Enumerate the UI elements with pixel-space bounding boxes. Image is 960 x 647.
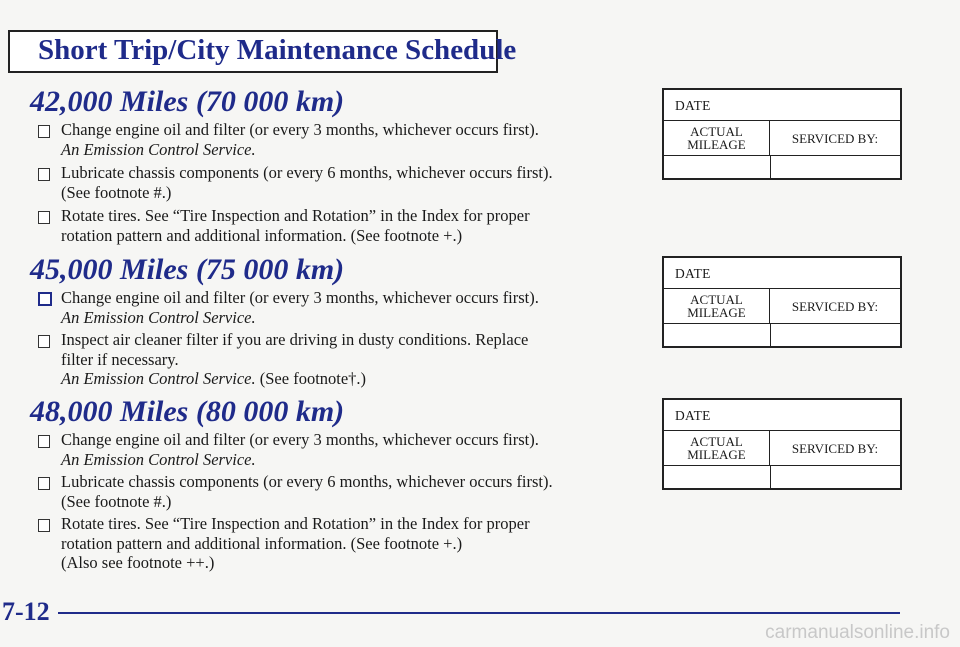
item-note: An Emission Control Service.: [61, 139, 256, 159]
section-heading-42000: 42,000 Miles (70 000 km): [30, 85, 345, 118]
mileage-header: [664, 121, 770, 155]
item-footnote: (See footnote #.): [61, 182, 172, 202]
checkbox-icon[interactable]: [38, 477, 50, 490]
checkbox-icon[interactable]: [38, 125, 50, 138]
checkbox-icon[interactable]: [38, 519, 50, 532]
item-note: An Emission Control Service.: [61, 369, 256, 388]
service-record-box: [662, 256, 902, 348]
mileage-label-line2: MILEAGE: [687, 137, 746, 152]
list-item: [38, 330, 638, 389]
list-item: [38, 472, 638, 511]
list-item: [38, 120, 638, 159]
mileage-label-line1: ACTUAL: [690, 292, 743, 307]
item-footnote: rotation pattern and additional information. (See footnote +.): [61, 225, 463, 245]
item-text: Change engine oil and filter (or every 3 months, whichever occurs first).: [61, 430, 539, 449]
item-footnote: rotation pattern and additional information. (See footnote +.): [61, 533, 463, 553]
list-item: [38, 288, 638, 327]
date-label: DATE: [675, 266, 711, 281]
mileage-label-line1: ACTUAL: [690, 124, 743, 139]
list-item: [38, 430, 638, 469]
mileage-entry-field[interactable]: [664, 156, 771, 178]
serviced-by-header: SERVICED BY:: [791, 441, 879, 456]
checkbox-icon[interactable]: [38, 292, 52, 306]
page-title: Short Trip/City Maintenance Schedule: [38, 34, 517, 66]
item-text: Lubricate chassis components (or every 6 months, whichever occurs first).: [61, 163, 553, 182]
section-heading-48000: 48,000 Miles (80 000 km): [30, 395, 345, 428]
item-note-tail: (See footnote†.): [255, 369, 367, 388]
watermark: carmanualsonline.info: [765, 622, 950, 643]
item-text: Inspect air cleaner filter if you are driving in dusty conditions. Replace: [61, 330, 529, 349]
date-label: DATE: [675, 98, 711, 113]
mileage-entry-field[interactable]: [664, 466, 771, 488]
date-field[interactable]: [664, 258, 900, 289]
mileage-label-line2: MILEAGE: [687, 447, 746, 462]
mileage-header: [664, 289, 770, 323]
serviced-by-header: SERVICED BY:: [791, 131, 879, 146]
mileage-label-line2: MILEAGE: [687, 305, 746, 320]
footer-rule: [58, 612, 900, 614]
item-note: An Emission Control Service.: [61, 307, 256, 327]
service-record-box: [662, 88, 902, 180]
date-field[interactable]: [664, 90, 900, 121]
item-footnote: (See footnote #.): [61, 491, 172, 511]
item-text: Rotate tires. See “Tire Inspection and Rotation” in the Index for proper: [61, 206, 530, 225]
mileage-entry-field[interactable]: [664, 324, 771, 346]
list-item: [38, 514, 638, 573]
item-footnote: (Also see footnote ++.): [61, 553, 215, 572]
list-item: [38, 163, 638, 202]
serviced-by-entry-field[interactable]: [771, 466, 900, 488]
mileage-header: [664, 431, 770, 465]
serviced-by-entry-field[interactable]: [771, 324, 900, 346]
serviced-by-entry-field[interactable]: [771, 156, 900, 178]
item-text: Change engine oil and filter (or every 3 months, whichever occurs first).: [61, 120, 539, 139]
item-note: An Emission Control Service.: [61, 449, 256, 469]
item-footnote: filter if necessary.: [61, 349, 179, 369]
checkbox-icon[interactable]: [38, 168, 50, 181]
page-number: 7-12: [2, 597, 50, 626]
checkbox-icon[interactable]: [38, 335, 50, 348]
service-record-box: [662, 398, 902, 490]
section-heading-45000: 45,000 Miles (75 000 km): [30, 253, 345, 286]
list-item: [38, 206, 638, 245]
item-text: Lubricate chassis components (or every 6 months, whichever occurs first).: [61, 472, 553, 491]
serviced-by-header: SERVICED BY:: [791, 299, 879, 314]
checkbox-icon[interactable]: [38, 435, 50, 448]
mileage-label-line1: ACTUAL: [690, 434, 743, 449]
title-box: [8, 30, 517, 73]
checkbox-icon[interactable]: [38, 211, 50, 224]
item-text: Rotate tires. See “Tire Inspection and Rotation” in the Index for proper: [61, 514, 530, 533]
date-label: DATE: [675, 408, 711, 423]
date-field[interactable]: [664, 400, 900, 431]
item-text: Change engine oil and filter (or every 3 months, whichever occurs first).: [61, 288, 539, 307]
